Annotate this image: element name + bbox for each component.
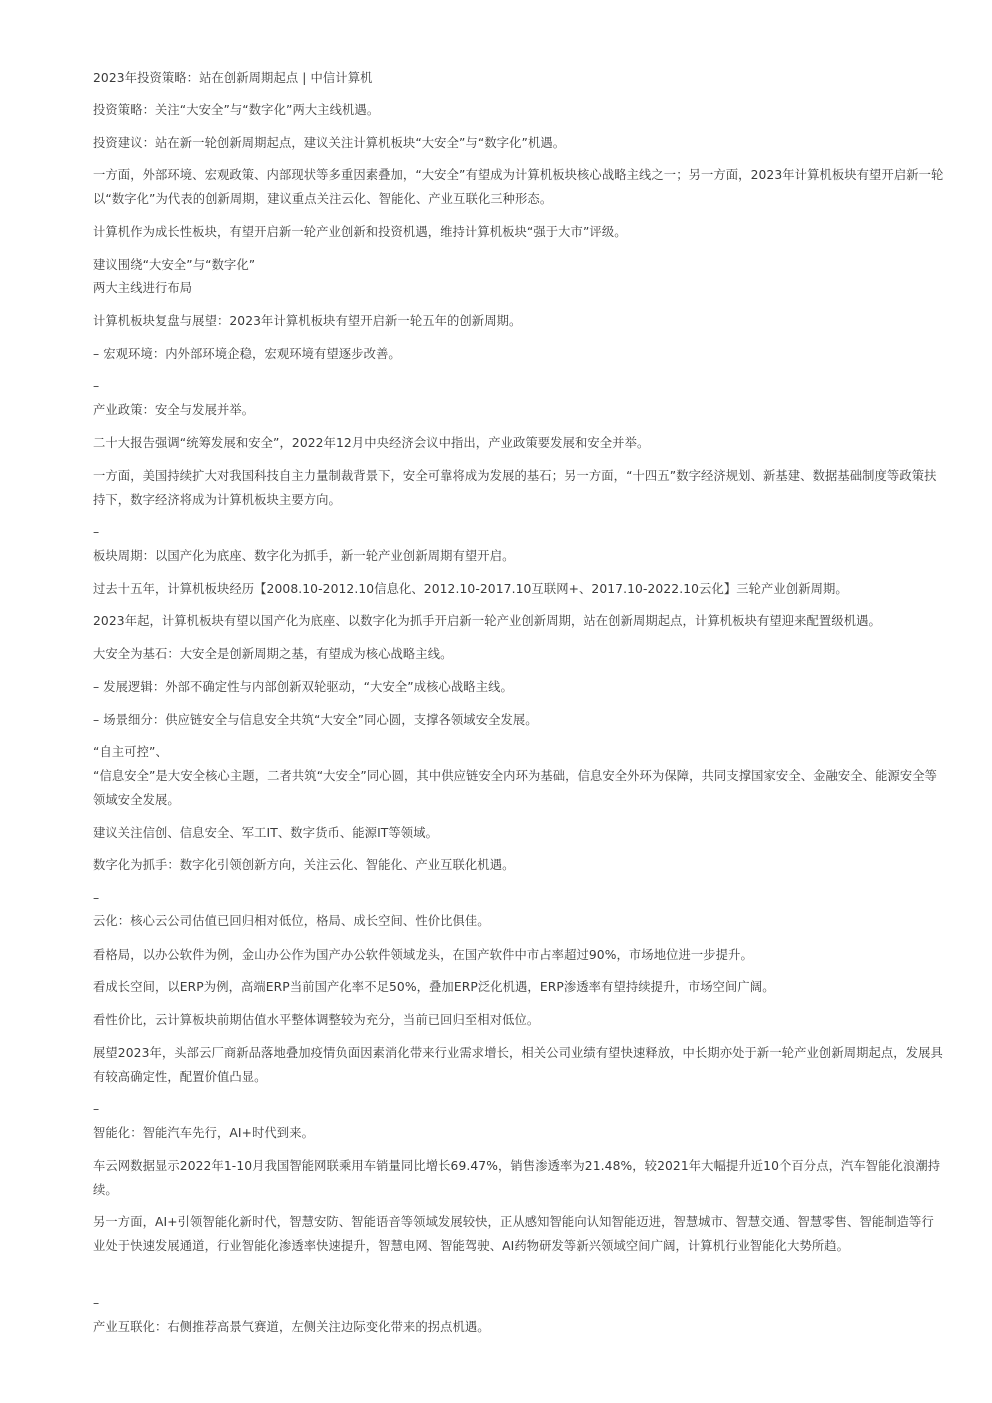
paragraph-body: 看性价比，云计算板块前期估值水平整体调整较为充分，当前已回归至相对低位。 — [93, 1013, 540, 1027]
list-item: – 场景细分：供应链安全与信息安全共筑“大安全”同心圆，支撑各领域安全发展。 — [93, 713, 538, 727]
paragraph-body: 二十大报告强调“统筹发展和安全”，2022年12月中央经济会议中指出，产业政策要发展和安全并举。 — [93, 436, 650, 450]
paragraph-section-heading: 数字化为抓手：数字化引领创新方向，关注云化、智能化、产业互联化机遇。 — [93, 858, 515, 872]
paragraph-body: 另一方面，AI+引领智能化新时代，智慧安防、智能语音等领域发展较快，正从感知智能向认知智能迈进，智慧城市、智慧交通、智慧零售、智能制造等行业处于快速发展通道，行业智能化渗透率快速提升，智慧电网、智能驾驶、AI药物研发等新兴领域空间广阔，计算机行业智能化大势所趋。 — [93, 1215, 934, 1253]
dash-separator: – — [93, 1296, 100, 1310]
paragraph-section-heading: 大安全为基石：大安全是创新周期之基，有望成为核心战略主线。 — [93, 647, 453, 661]
paragraph-subheading: 云化：核心云公司估值已回归相对低位，格局、成长空间、性价比俱佳。 — [93, 914, 490, 928]
dash-separator: – — [93, 1102, 100, 1116]
paragraph-subheading: 智能化：智能汽车先行，AI+时代到来。 — [93, 1126, 314, 1140]
paragraph-body: 展望2023年，头部云厂商新品落地叠加疫情负面因素消化带来行业需求增长，相关公司业绩有望快速释放，中长期亦处于新一轮产业创新周期起点，发展具有较高确定性，配置价值凸显。 — [93, 1046, 943, 1084]
paragraph-body: 车云网数据显示2022年1-10月我国智能网联乘用车销量同比增长69.47%，销售渗透率为21.48%，较2021年大幅提升近10个百分点，汽车智能化浪潮持续。 — [93, 1159, 941, 1197]
document-title: 2023年投资策略：站在创新周期起点 | 中信计算机 — [93, 71, 373, 85]
dash-separator: – — [93, 525, 100, 539]
paragraph-subheading: 产业互联化：右侧推荐高景气赛道，左侧关注边际变化带来的拐点机遇。 — [93, 1320, 490, 1334]
paragraph-body: “自主可控”、 — [93, 745, 168, 759]
paragraph-body: 2023年起，计算机板块有望以国产化为底座、以数字化为抓手开启新一轮产业创新周期，站在创新周期起点，计算机板块有望迎来配置级机遇。 — [93, 614, 881, 628]
paragraph-body: 看成长空间，以ERP为例，高端ERP当前国产化率不足50%，叠加ERP泛化机遇，ERP渗透率有望持续提升，市场空间广阔。 — [93, 980, 775, 994]
paragraph-heading-line: 两大主线进行布局 — [93, 281, 193, 295]
list-item: – 发展逻辑：外部不确定性与内部创新双轮驱动，“大安全”成核心战略主线。 — [93, 680, 513, 694]
list-item: – 宏观环境：内外部环境企稳，宏观环境有望逐步改善。 — [93, 347, 401, 361]
paragraph-body: 一方面，外部环境、宏观政策、内部现状等多重因素叠加，“大安全”有望成为计算机板块核心战略主线之一；另一方面，2023年计算机板块有望开启新一轮以“数字化”为代表的创新周期，建议重点关注云化、智能化、产业互联化三种形态。 — [93, 168, 944, 206]
dash-separator: – — [93, 379, 100, 393]
paragraph-investment-strategy: 投资策略：关注“大安全”与“数字化”两大主线机遇。 — [93, 103, 380, 117]
dash-separator: – — [93, 891, 100, 905]
paragraph-subheading: 产业政策：安全与发展并举。 — [93, 403, 255, 417]
paragraph-section-heading: 计算机板块复盘与展望：2023年计算机板块有望开启新一轮五年的创新周期。 — [93, 314, 522, 328]
paragraph-body: 计算机作为成长性板块，有望开启新一轮产业创新和投资机遇，维持计算机板块“强于大市”评级。 — [93, 225, 627, 239]
paragraph-body: 建议关注信创、信息安全、军工IT、数字货币、能源IT等领域。 — [93, 826, 438, 840]
paragraph-body: 一方面，美国持续扩大对我国科技自主力量制裁背景下，安全可靠将成为发展的基石；另一方面，“十四五”数字经济规划、新基建、数据基础制度等政策扶持下，数字经济将成为计算机板块主要方向。 — [93, 469, 937, 507]
paragraph-subheading: 板块周期：以国产化为底座、数字化为抓手，新一轮产业创新周期有望开启。 — [93, 549, 515, 563]
paragraph-body: 过去十五年，计算机板块经历【2008.10-2012.10信息化、2012.10-2017.10互联网+、2017.10-2022.10云化】三轮产业创新周期。 — [93, 582, 848, 596]
paragraph-heading-line: 建议围绕“大安全”与“数字化” — [93, 258, 256, 272]
paragraph-investment-advice: 投资建议：站在新一轮创新周期起点，建议关注计算机板块“大安全”与“数字化”机遇。 — [93, 136, 566, 150]
paragraph-body: 看格局，以办公软件为例，金山办公作为国产办公软件领域龙头，在国产软件中市占率超过90%，市场地位进一步提升。 — [93, 948, 753, 962]
paragraph-body: “信息安全”是大安全核心主题，二者共筑“大安全”同心圆，其中供应链安全内环为基础，信息安全外环为保障，共同支撑国家安全、金融安全、能源安全等领域安全发展。 — [93, 769, 938, 807]
